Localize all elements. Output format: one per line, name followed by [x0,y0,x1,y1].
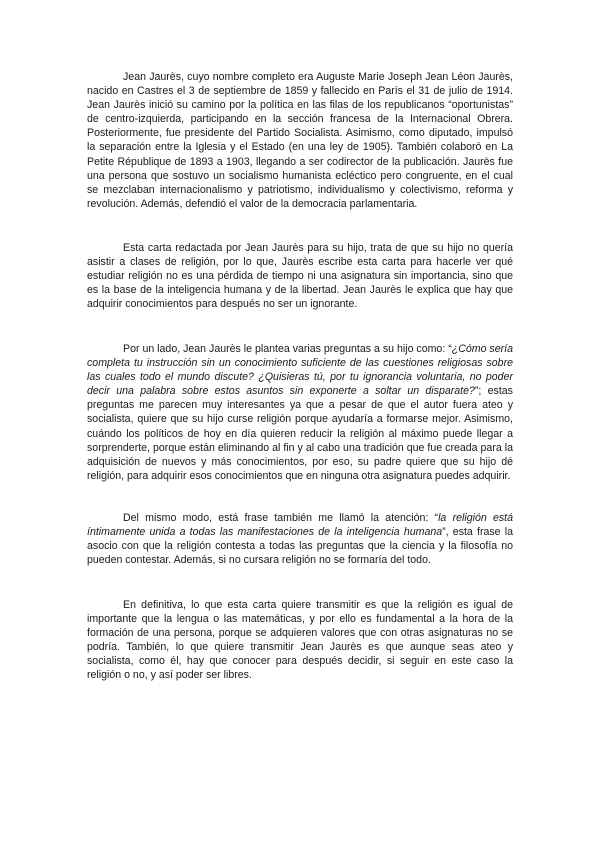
paragraph-phrase-quote: la religión está íntimamente unida a todas las manifestaciones de la inteligencia humana [87,512,513,539]
paragraph-conclusion [87,598,513,683]
paragraph-letter-summary-text: Esta carta redactada por Jean Jaurès para su hijo, trata de que su hijo no quería asistir a clases de religión, por lo que, Jaurès escribe esta carta para hacerle ver qué estudiar religión no es una pérdida de tiempo ni una asignatura sin importancia, sino que es la base de la inteligencia humana y de la libertad. Jean Jaurès le explica que hay que adquirir conocimientos para después no ser un ignorante. [87,242,513,311]
paragraph-biography [87,70,513,211]
paragraph-phrase-commentary: ”, esta frase la asocio con que la religión contesta a todas las preguntas que la ciencia y la filosofía no pueden contestar. Además, si no cursara religión no se formaría del todo. [87,526,514,567]
paragraph-questions [87,342,513,483]
paragraph-questions-quote: ¿Cómo sería completa tu instrucción sin un conocimiento suficiente de las cuestiones religiosas sobre las cuales todo el mundo discute? ¿Quisieras tú, por tu ignorancia voluntaria, no poder decir una palabra sobre estos asuntos sin exponerte a soltar un disparate? [87,343,513,398]
paragraph-conclusion-text: En definitiva, lo que esta carta quiere transmitir es que la religión es igual de importante que la lengua o las matemáticas, y por ello es fundamental a la hora de la formación de una persona, porque se adquieren valores que con otras asignaturas no se podría. También, lo que quiere transmitir Jean Jaurès es que aunque seas ateo y socialista, como él, hay que conocer para después decidir, si seguir en este caso la religión o no, y así poder ser libres. [87,599,513,682]
paragraph-phrase [87,511,513,567]
paragraph-biography-text: Jean Jaurès, cuyo nombre completo era Auguste Marie Joseph Jean Léon Jaurès, nacido en Castres el 3 de septiembre de 1859 y fallecido en París el 31 de julio de 1914. Jean Jaurès inició su camino por la política en las filas de los republicanos “oportunistas” de centro-izquierda, participando en la sección francesa de la Internacional Obrera. Posteriormente, fue presidente del Partido Socialista. Asimismo, como diputado, impulsó la separación entre la Iglesia y el Estado (en una ley de 1905). También colaboró en La Petite République de 1893 a 1903, llegando a ser codirector de la publicación. Jaurès fue una persona que sostuvo un socialismo humanista ecléctico pero congruente, en el cual se mezclaban internacionalismo y patriotismo, individualismo y colectivismo, reforma y revolución. Además, defendió el valor de la democracia parlamentaria. [87,71,513,210]
paragraph-letter-summary [87,241,513,311]
paragraph-questions-commentary: ”; estas preguntas me parecen muy interesantes ya que a pesar de que el autor fuera ateo y socialista, quiere que su hijo curse religión porque ayudaría a formarse mejor. Asimismo, cuándo los políticos de hoy en día quieren reducir la religión al máximo puede llegar a sorprenderte, porque están eliminando al fin y al cabo una tradición que fue creada para la adquisición de nuevos y más conocimientos, por eso, su padre quiere que su hijo dé religión, para adquirir esos conocimientos que en ninguna otra asignatura puedes adquirir. [87,385,513,482]
paragraph-questions-intro: Por un lado, Jean Jaurès le plantea varias preguntas a su hijo como: “ [123,343,452,355]
paragraph-phrase-intro: Del mismo modo, está frase también me llamó la atención: “ [123,512,439,524]
